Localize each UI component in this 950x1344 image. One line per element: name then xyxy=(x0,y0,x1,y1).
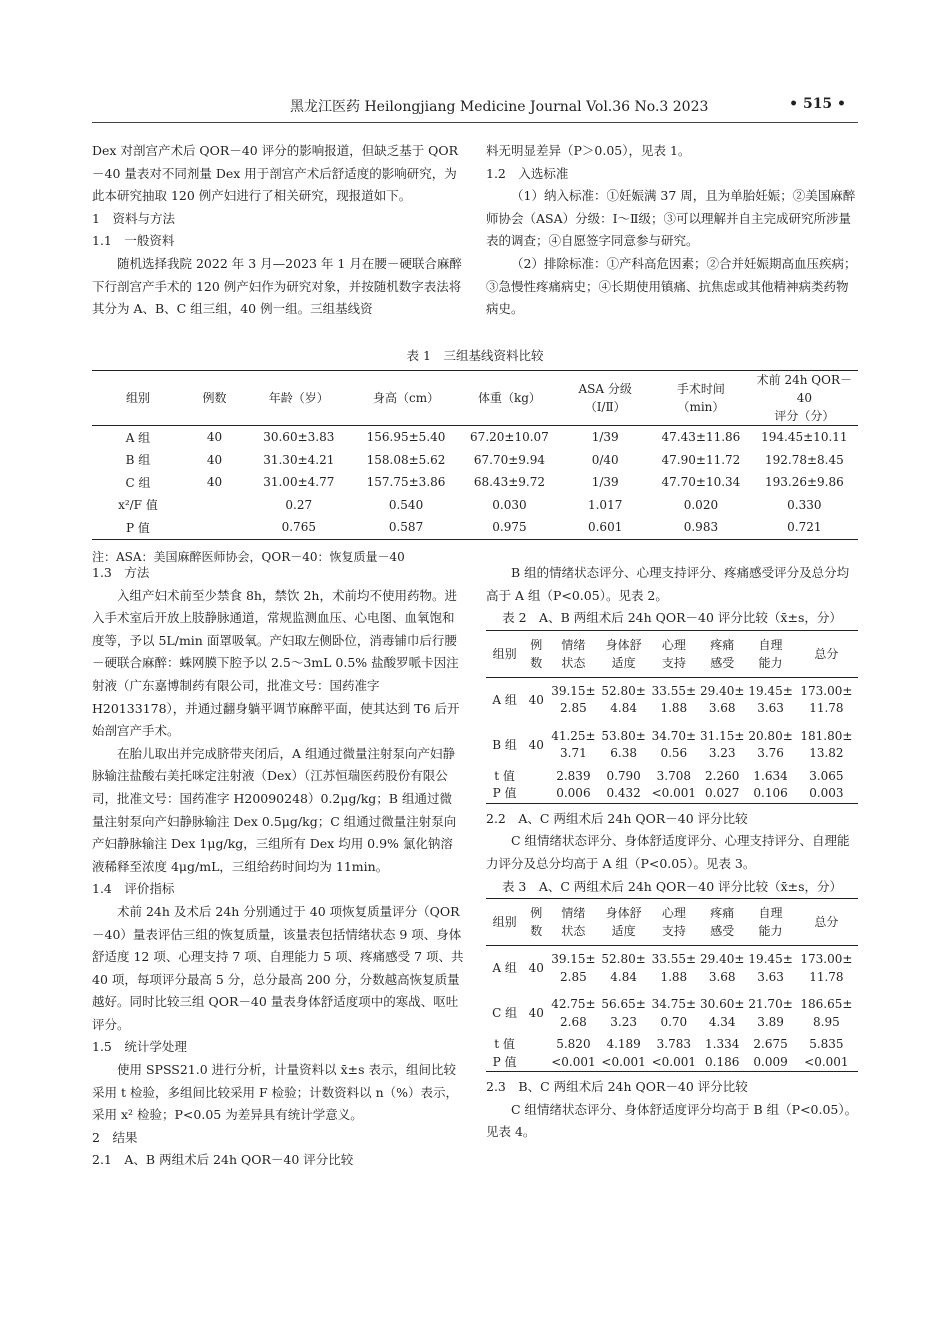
table2-cell: 0.432 xyxy=(606,786,641,801)
right-column-top xyxy=(486,140,858,321)
table3-header-cell: 总分 xyxy=(795,899,858,946)
table2-header-cell: 情绪 状态 xyxy=(549,630,597,677)
table1-header-cell: 体重（kg） xyxy=(460,371,560,426)
table1-cell: 40 xyxy=(206,452,223,467)
table3-cell: C 组 xyxy=(492,1005,518,1020)
page-number: • 515 • xyxy=(789,96,846,112)
table2-cell: 3.065 xyxy=(809,768,844,783)
table2-cell: 0.106 xyxy=(753,786,788,801)
table2-cell: 19.45± 3.63 xyxy=(748,683,793,716)
table1-cell: 1.017 xyxy=(587,497,623,512)
paragraph-2-3: C 组情绪状态评分、身体舒适度评分均高于 B 组（P<0.05）。见表 4。 xyxy=(486,1101,858,1140)
table1-header-cell: 组别 xyxy=(92,371,184,426)
table3-cell: P 值 xyxy=(492,1054,517,1069)
table1-cell: 31.30±4.21 xyxy=(263,452,335,467)
section-2-3-heading: 2.3 B、C 两组术后 24h QOR－40 评分比较 xyxy=(486,1079,748,1095)
table-3 xyxy=(486,898,858,1072)
table1-header-cell: 例数 xyxy=(184,371,245,426)
table3-row xyxy=(486,946,858,992)
section-2-1-heading: 2.1 A、B 两组术后 24h QOR－40 评分比较 xyxy=(92,1152,354,1168)
table1-cell: 0.721 xyxy=(787,520,822,535)
table1-cell xyxy=(184,516,245,539)
table-1-note: 注：ASA：美国麻醉医师协会，QOR－40：恢复质量－40 xyxy=(92,549,405,564)
table1-cell: 157.75±3.86 xyxy=(366,475,446,490)
table1-row xyxy=(92,494,858,517)
intro-paragraph: Dex 对剖宫产术后 QOR－40 评分的影响报道，但缺乏基于 QOR－40 量表对不同剂量 Dex 用于剖宫产术后舒适度的影响研究，为此本研究抽取 120 例产妇进行了相关研究，现报道如下。 xyxy=(92,143,459,204)
table1-cell: 68.43±9.72 xyxy=(473,475,545,490)
table3-cell: 30.60± 4.34 xyxy=(699,997,745,1029)
section-1-1-heading: 1.1 一般资料 xyxy=(92,233,175,249)
table1-cell: C 组 xyxy=(125,475,151,490)
table1-header-cell: 身高（cm） xyxy=(352,371,459,426)
right-column-bottom xyxy=(486,562,858,1144)
table3-cell: <0.001 xyxy=(601,1054,646,1069)
table3-header-cell: 心理 支持 xyxy=(650,899,698,946)
table3-cell: 56.65± 3.23 xyxy=(601,997,646,1029)
table2-cell: A 组 xyxy=(492,692,517,707)
table1-header-cell: ASA 分级 （Ⅰ/Ⅱ） xyxy=(559,371,651,426)
journal-title: 黑龙江医药 Heilongjiang Medicine Journal Vol.36 No.3 2023 xyxy=(290,99,709,115)
paragraph-2-1: B 组的情绪状态评分、心理支持评分、疼痛感受评分及总分均高于 A 组（P<0.05）。见表 2。 xyxy=(486,565,850,603)
table3-cell: 21.70± 3.89 xyxy=(748,997,793,1029)
table-2-caption: 表 2 A、B 两组术后 24h QOR－40 评分比较（x̄±s，分） xyxy=(502,610,842,626)
table3-cell xyxy=(523,1054,549,1072)
table2-cell: 31.15± 3.23 xyxy=(699,728,745,761)
table2-header-cell: 组别 xyxy=(486,630,523,677)
section-2-heading: 2 结果 xyxy=(92,1129,138,1145)
table3-cell: 0.186 xyxy=(705,1054,740,1069)
table3-cell: <0.001 xyxy=(804,1054,849,1069)
table1-header-cell: 手术时间 （min） xyxy=(651,371,751,426)
table3-cell: 29.40± 3.68 xyxy=(699,952,745,984)
table1-cell: 47.70±10.34 xyxy=(661,475,741,490)
table2-cell: 173.00± 11.78 xyxy=(800,683,853,716)
table3-cell xyxy=(523,1036,549,1054)
section-2-2-heading: 2.2 A、C 两组术后 24h QOR－40 评分比较 xyxy=(486,810,748,826)
table1-cell: P 值 xyxy=(126,520,150,535)
table3-header-cell: 疼痛 感受 xyxy=(698,899,746,946)
table3-cell: 173.00± 11.78 xyxy=(800,952,853,984)
table1-cell: 0.975 xyxy=(492,520,527,535)
table1-cell: 158.08±5.62 xyxy=(366,452,446,467)
table1-cell: A 组 xyxy=(125,430,151,445)
paragraph-1-1-cont: 料无明显差异（P＞0.05），见表 1。 xyxy=(486,143,691,158)
table2-cell: 0.027 xyxy=(705,786,740,801)
table2-cell: 39.15± 2.85 xyxy=(551,683,596,716)
table1-cell: 40 xyxy=(206,430,223,445)
table2-cell: 0.006 xyxy=(556,786,591,801)
table2-cell: 1.634 xyxy=(753,768,788,783)
table2-cell: 29.40± 3.68 xyxy=(699,683,745,716)
table2-cell: 0.003 xyxy=(809,786,844,801)
table1-cell xyxy=(184,494,245,517)
table2-cell: 52.80± 4.84 xyxy=(601,683,646,716)
table3-cell: 5.820 xyxy=(556,1037,591,1052)
table1-cell: 194.45±10.11 xyxy=(761,430,848,445)
table3-cell: 4.189 xyxy=(606,1037,641,1052)
table1-row xyxy=(92,516,858,539)
table1-cell: 0.765 xyxy=(281,520,316,535)
table1-cell: 0.983 xyxy=(683,520,719,535)
table3-cell: 19.45± 3.63 xyxy=(748,952,793,984)
table1-cell: 67.20±10.07 xyxy=(470,430,549,445)
table1-cell: 0.540 xyxy=(388,497,424,512)
table1-cell: 47.90±11.72 xyxy=(661,452,741,467)
table2-row xyxy=(486,677,858,723)
table3-header-cell: 自理 能力 xyxy=(746,899,794,946)
left-column-bottom xyxy=(92,562,464,1172)
table3-cell: 5.835 xyxy=(809,1037,844,1052)
table1-header-cell: 年龄（岁） xyxy=(245,371,352,426)
table2-header-cell: 心理 支持 xyxy=(650,630,698,677)
table1-cell: 30.60±3.83 xyxy=(263,430,335,445)
table1-cell: 156.95±5.40 xyxy=(366,430,446,445)
table1-header-cell: 术前 24h QOR－40 评分（分） xyxy=(751,371,858,426)
table2-cell: t 值 xyxy=(494,768,515,783)
table2-cell: 181.80± 13.82 xyxy=(800,728,853,761)
table3-cell: 0.009 xyxy=(753,1054,788,1069)
table3-cell: <0.001 xyxy=(551,1054,596,1069)
table1-cell: 1/39 xyxy=(591,475,619,490)
table2-cell xyxy=(523,768,549,786)
table1-row xyxy=(92,449,858,472)
table2-cell: 3.708 xyxy=(656,768,692,783)
paragraph-1-3b: 在胎儿取出并完成脐带夹闭后，A 组通过微量注射泵向产妇静脉输注盐酸右美托咪定注射液（Dex）（江苏恒瑞医药股份有限公司，批准文号：国药准字 H20090248）0.2μg/kg；B 组通过微量注射泵向产妇静脉输注 Dex 0.5μg/kg；C 组通过微量注射泵向产妇静脉输注 Dex 1μg/kg，三组所有 Dex 均用 0.9% 氯化钠溶液稀释至浓度 4μg/mL，三组给药时间均为 11min。 xyxy=(92,745,457,874)
table1-cell: 0.030 xyxy=(492,497,527,512)
paragraph-1-3a: 入组产妇术前至少禁食 8h，禁饮 2h，术前均不使用药物。进入手术室后开放上肢静脉通道，常规监测血压、心电图、血氧饱和度等，予以 5L/min 面罩吸氧。产妇取左侧卧位，消毒铺巾后行腰－硬联合麻醉：蛛网膜下腔予以 2.5～3mL 0.5% 盐酸罗哌卡因注射液（广东嘉博制药有限公司，批准文号：国药准字 H20133178），并通过翻身躺平调节麻醉平面，使其达到 T6 后开始剖宫产手术。 xyxy=(92,587,460,739)
table3-cell: t 值 xyxy=(494,1037,515,1052)
table2-header-cell: 总分 xyxy=(795,630,858,677)
table2-cell: 40 xyxy=(528,692,544,707)
table2-cell: 0.790 xyxy=(606,768,641,783)
table1-cell: B 组 xyxy=(125,453,151,468)
table1-row xyxy=(92,471,858,494)
table3-cell: 39.15± 2.85 xyxy=(551,952,596,984)
paragraph-1-5: 使用 SPSS21.0 进行分析，计量资料以 x̄±s 表示，组间比较采用 t 检验，多组间比较采用 F 检验；计数资料以 n（%）表示，采用 x² 检验；P<0.05 为差异具有统计学意义。 xyxy=(92,1062,458,1123)
table1-cell: 47.43±11.86 xyxy=(661,430,741,445)
section-1-heading: 1 资料与方法 xyxy=(92,210,175,226)
table-1-caption: 表 1 三组基线资料比较 xyxy=(406,348,544,363)
table2-cell: 40 xyxy=(528,737,544,752)
table3-cell: <0.001 xyxy=(651,1054,697,1069)
table2-cell: P 值 xyxy=(492,786,517,801)
table1-cell: 0/40 xyxy=(591,452,619,467)
exclusion-criteria: （2）排除标准：①产科高危因素；②合并妊娠期高血压疾病；③急慢性疼痛病史；④长期使用镇痛、抗焦虑或其他精神病类药物病史。 xyxy=(486,255,857,317)
table2-cell: 53.80± 6.38 xyxy=(601,728,646,761)
paragraph-1-1: 随机选择我院 2022 年 3 月—2023 年 1 月在腰－硬联合麻醉下行剖宫产手术的 120 例产妇作为研究对象，并按随机数字表法将其分为 A、B、C 组三组，40 例一组。三组基线资 xyxy=(92,255,462,317)
table1-cell: 31.00±4.77 xyxy=(263,475,335,490)
table2-cell: 20.80± 3.76 xyxy=(748,728,793,761)
table3-header-cell: 情绪 状态 xyxy=(549,899,597,946)
table3-cell: 52.80± 4.84 xyxy=(601,952,646,984)
section-1-4-heading: 1.4 评价指标 xyxy=(92,881,175,897)
table2-cell: 41.25± 3.71 xyxy=(551,728,596,761)
table3-cell: 2.675 xyxy=(753,1037,788,1052)
table1-cell: 0.587 xyxy=(388,520,424,535)
table1-cell: 40 xyxy=(206,475,223,490)
table2-row xyxy=(486,785,858,803)
inclusion-criteria: （1）纳入标准：①妊娠满 37 周，且为单胎妊娠；②美国麻醉师协会（ASA）分级：Ⅰ～Ⅱ级；③可以理解并自主完成研究所涉量表的调查；④自愿签字同意参与研究。 xyxy=(486,188,856,249)
table2-cell: <0.001 xyxy=(651,786,697,801)
table3-header-cell: 组别 xyxy=(486,899,523,946)
table3-row xyxy=(486,991,858,1036)
table1-row xyxy=(92,426,858,449)
table2-cell: 2.260 xyxy=(705,768,740,783)
table3-cell: 40 xyxy=(528,1005,544,1020)
table1-cell: 1/39 xyxy=(591,430,619,445)
paragraph-1-4: 术前 24h 及术后 24h 分别通过于 40 项恢复质量评分（QOR－40）量表评估三组的恢复质量，该量表包括情绪状态 9 项、身体舒适度 12 项、心理支持 7 项、自理能力 5 项、疼痛感受 7 项、共 40 项，每项评分最高 5 分，总分最高 200 分，分数越高恢复质量越好。同时比较三组 QOR－40 量表身体舒适度项中的寒战、呕吐评分。 xyxy=(92,903,464,1032)
running-header xyxy=(0,94,950,124)
table1-cell: 193.26±9.86 xyxy=(764,475,844,490)
section-1-5-heading: 1.5 统计学处理 xyxy=(92,1039,187,1055)
table1-cell: 0.330 xyxy=(787,497,822,512)
left-column-top xyxy=(92,140,464,321)
table1-cell: 67.70±9.94 xyxy=(473,452,545,467)
table3-cell: 40 xyxy=(528,960,544,975)
table-3-caption: 表 3 A、C 两组术后 24h QOR－40 评分比较（x̄±s，分） xyxy=(501,878,843,894)
table3-cell: 42.75± 2.68 xyxy=(551,997,596,1029)
table3-row xyxy=(486,1054,858,1072)
table3-cell: 3.783 xyxy=(656,1037,692,1052)
paragraph-2-2: C 组情绪状态评分、身体舒适度评分、心理支持评分、自理能力评分及总分均高于 A 组（P<0.05）。见表 3。 xyxy=(486,833,850,871)
table3-cell: 1.334 xyxy=(705,1037,740,1052)
table1-cell: 0.601 xyxy=(587,520,623,535)
table3-header-cell: 例 数 xyxy=(523,899,549,946)
table3-cell: 33.55± 1.88 xyxy=(651,952,697,984)
table3-header-cell: 身体舒 适度 xyxy=(598,899,650,946)
header-rule xyxy=(92,122,858,123)
table1-cell: 192.78±8.45 xyxy=(764,452,844,467)
table2-header-cell: 身体舒 适度 xyxy=(598,630,650,677)
table1-cell: 0.020 xyxy=(683,497,719,512)
table2-cell: B 组 xyxy=(492,737,517,752)
table3-cell: 34.75± 0.70 xyxy=(651,997,697,1029)
table3-row xyxy=(486,1036,858,1054)
table2-cell: 33.55± 1.88 xyxy=(651,683,697,716)
table1-cell: 0.27 xyxy=(285,497,313,512)
table3-cell: 186.65± 8.95 xyxy=(800,997,853,1029)
table-1 xyxy=(92,370,858,565)
table2-header-cell: 自理 能力 xyxy=(746,630,794,677)
table2-cell: 34.70± 0.56 xyxy=(651,728,697,761)
table2-cell: 2.839 xyxy=(556,768,591,783)
table2-row xyxy=(486,768,858,786)
table2-cell xyxy=(523,785,549,803)
table2-header-cell: 疼痛 感受 xyxy=(698,630,746,677)
section-1-3-heading: 1.3 方法 xyxy=(92,565,150,580)
table-2 xyxy=(486,630,858,804)
table3-cell: A 组 xyxy=(492,960,517,975)
table1-cell: x²/F 值 xyxy=(118,498,158,513)
table2-row xyxy=(486,723,858,768)
table2-header-cell: 例 数 xyxy=(523,630,549,677)
section-1-2-heading: 1.2 入选标准 xyxy=(486,165,569,181)
